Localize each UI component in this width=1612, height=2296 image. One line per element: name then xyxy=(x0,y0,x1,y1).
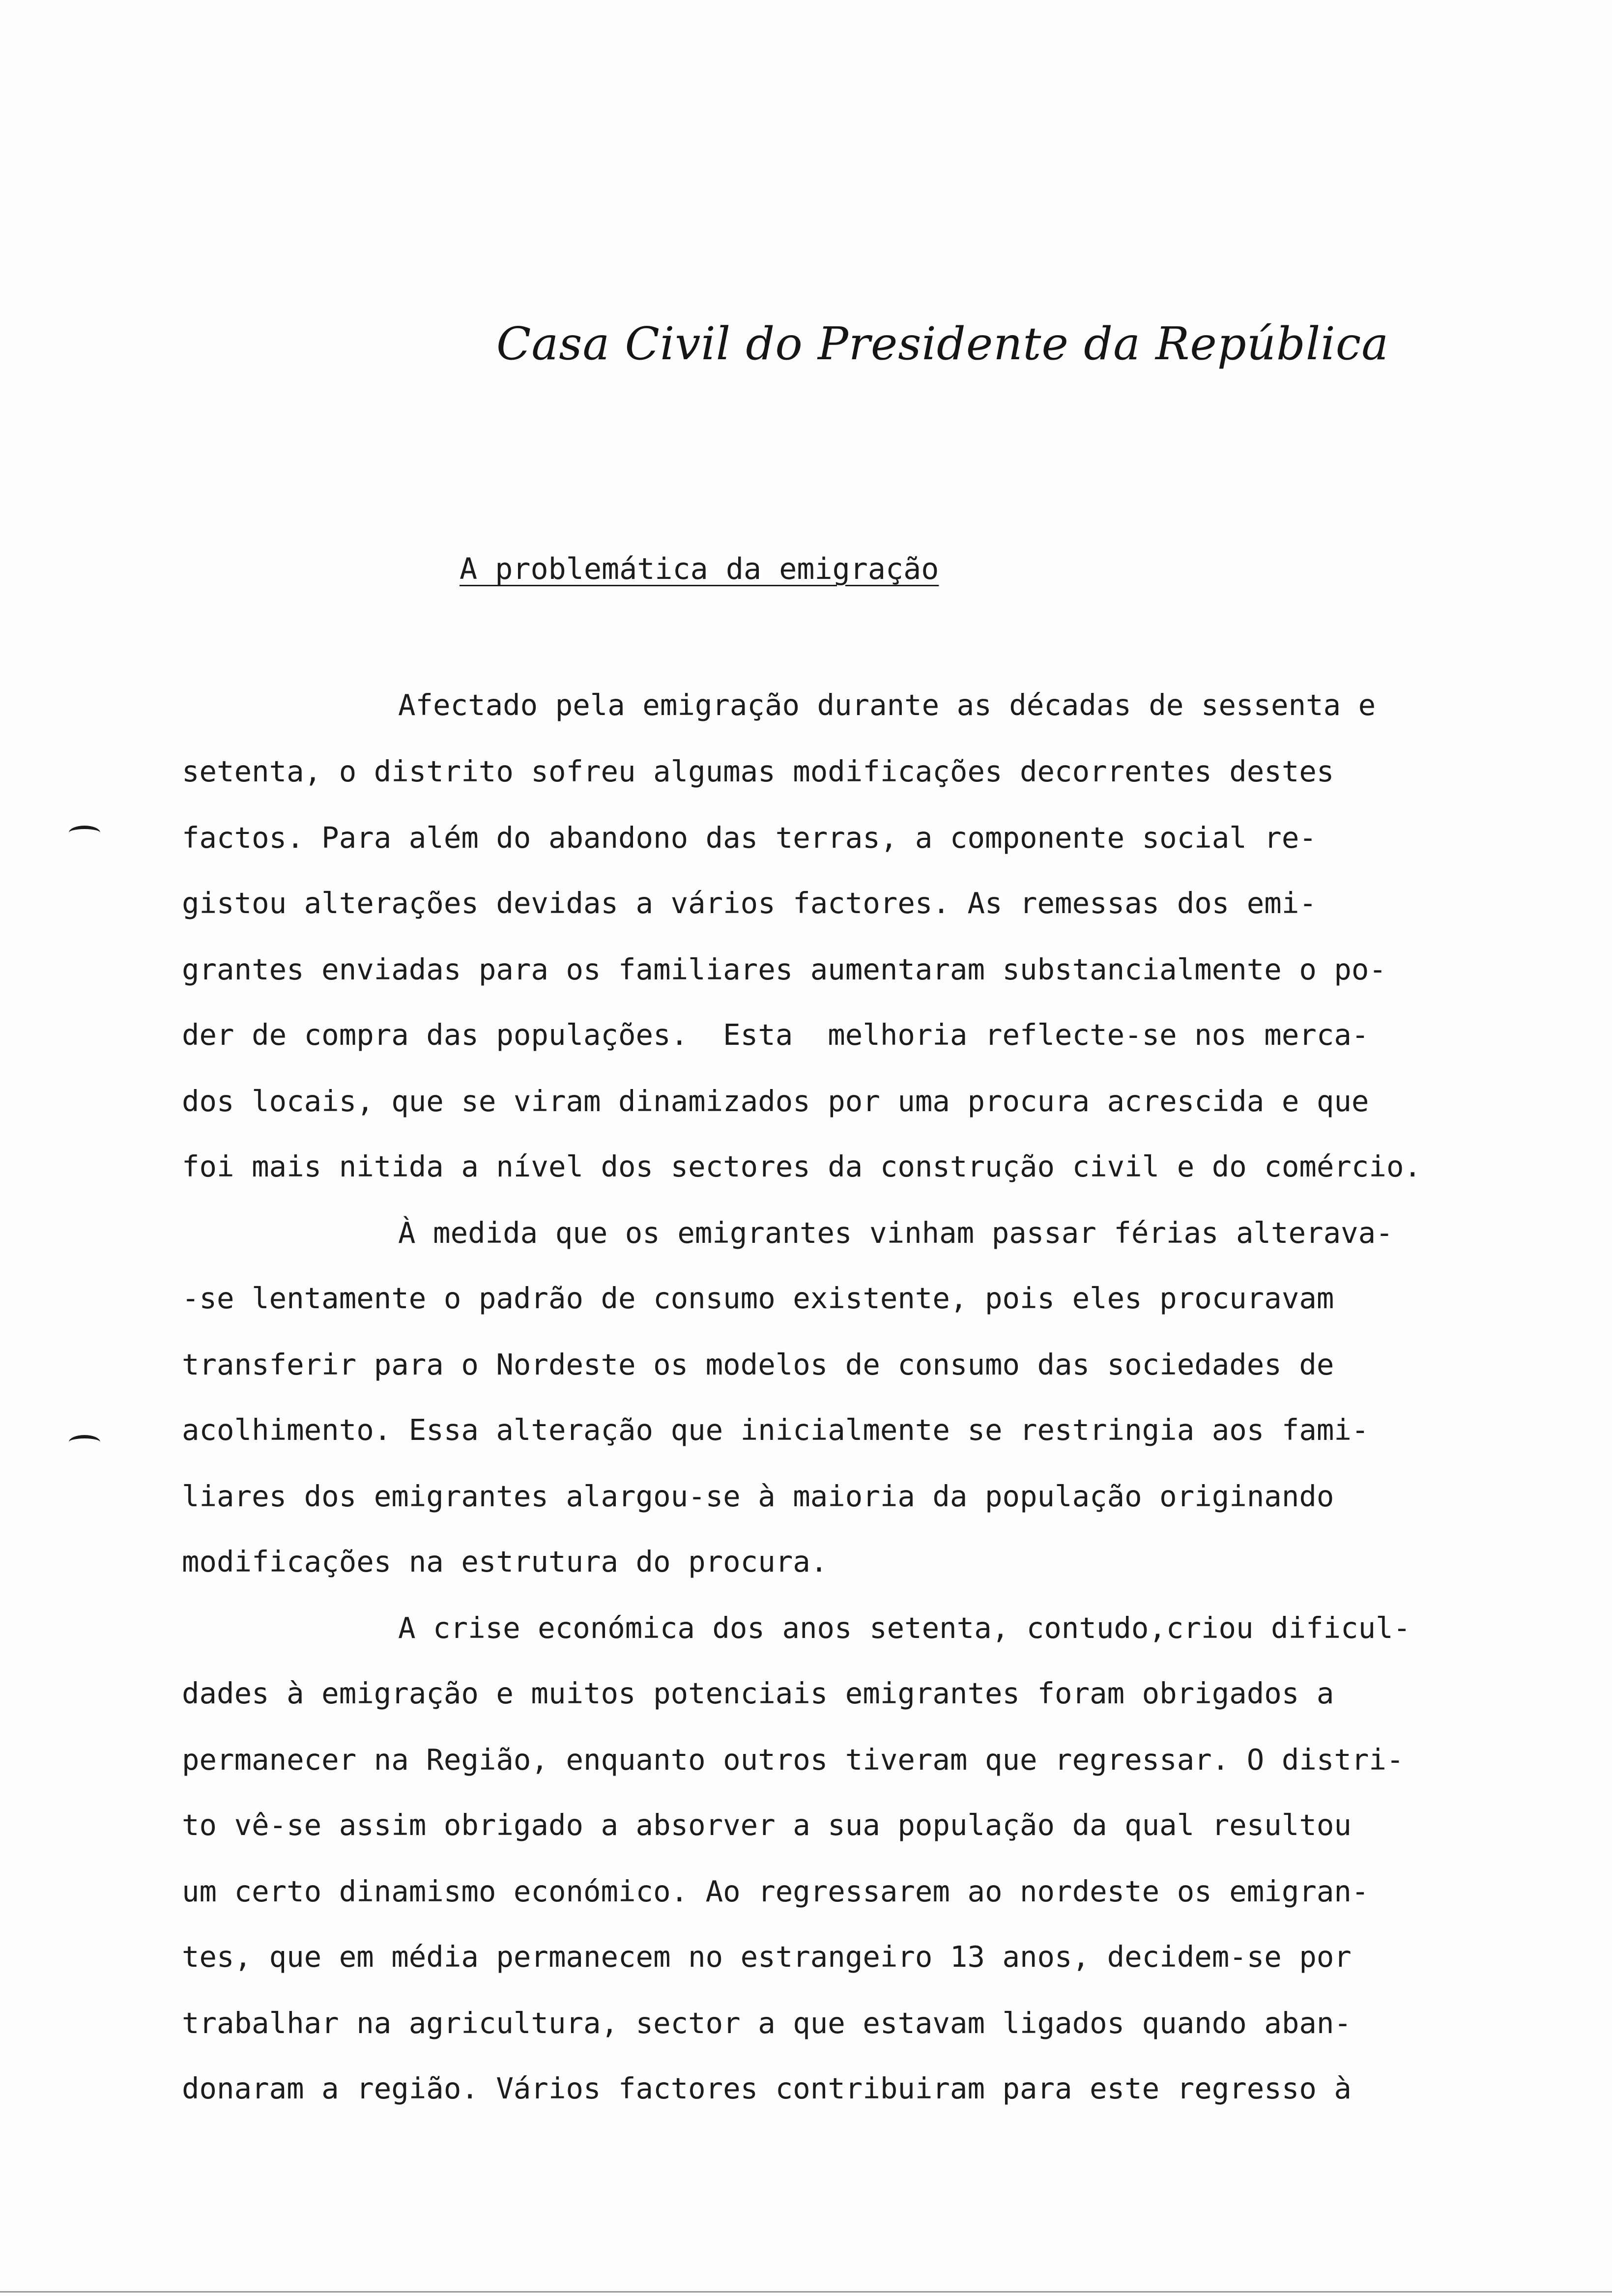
paragraph-3-line: trabalhar na agricultura, sector a que estavam ligados quando aban- xyxy=(182,2006,1352,2040)
paragraph-2-line: liares dos emigrantes alargou-se à maioria da população originando xyxy=(182,1479,1334,1513)
paragraph-3-line: A crise económica dos anos setenta, contudo,criou dificul- xyxy=(398,1611,1411,1645)
paragraph-3-line: um certo dinamismo económico. Ao regressarem ao nordeste os emigran- xyxy=(182,1874,1369,1908)
paragraph-2-line: modificações na estrutura do procura. xyxy=(182,1545,828,1578)
document-title: A problemática da emigração xyxy=(460,552,939,586)
paragraph-1-line: der de compra das populações. Esta melhoria reflecte-se nos merca- xyxy=(182,1018,1369,1052)
paragraph-1-line: factos. Para além do abandono das terras, a componente social re- xyxy=(182,821,1317,855)
paragraph-1-line: Afectado pela emigração durante as décadas de sessenta e xyxy=(398,688,1376,722)
paragraph-2-line: À medida que os emigrantes vinham passar férias alterava- xyxy=(398,1216,1393,1250)
paragraph-1-line: dos locais, que se viram dinamizados por uma procura acrescida e que xyxy=(182,1084,1369,1118)
paragraph-3-line: permanecer na Região, enquanto outros tiveram que regressar. O distri- xyxy=(182,1743,1404,1777)
paragraph-2-line: acolhimento. Essa alteração que inicialmente se restringia aos fami- xyxy=(182,1413,1369,1447)
letterhead: Casa Civil do Presidente da República xyxy=(496,317,1389,370)
paragraph-3-line: donaram a região. Vários factores contribuiram para este regresso à xyxy=(182,2071,1352,2105)
scan-edge-line xyxy=(0,2291,1612,2293)
paragraph-2-line: -se lentamente o padrão de consumo existente, pois eles procuravam xyxy=(182,1281,1334,1315)
paragraph-1-line: setenta, o distrito sofreu algumas modificações decorrentes destes xyxy=(182,754,1334,788)
paragraph-3-line: dades à emigração e muitos potenciais emigrantes foram obrigados a xyxy=(182,1676,1334,1710)
paragraph-1-line: grantes enviadas para os familiares aumentaram substancialmente o po- xyxy=(182,952,1386,986)
margin-mark xyxy=(69,826,100,840)
paragraph-3-line: to vê-se assim obrigado a absorver a sua população da qual resultou xyxy=(182,1808,1352,1842)
paragraph-3-line: tes, que em média permanecem no estrangeiro 13 anos, decidem-se por xyxy=(182,1940,1352,1974)
paragraph-2-line: transferir para o Nordeste os modelos de consumo das sociedades de xyxy=(182,1348,1334,1381)
margin-mark xyxy=(69,1435,100,1449)
paragraph-1-line: foi mais nitida a nível dos sectores da construção civil e do comércio. xyxy=(182,1149,1421,1183)
paragraph-1-line: gistou alterações devidas a vários factores. As remessas dos emi- xyxy=(182,886,1317,920)
